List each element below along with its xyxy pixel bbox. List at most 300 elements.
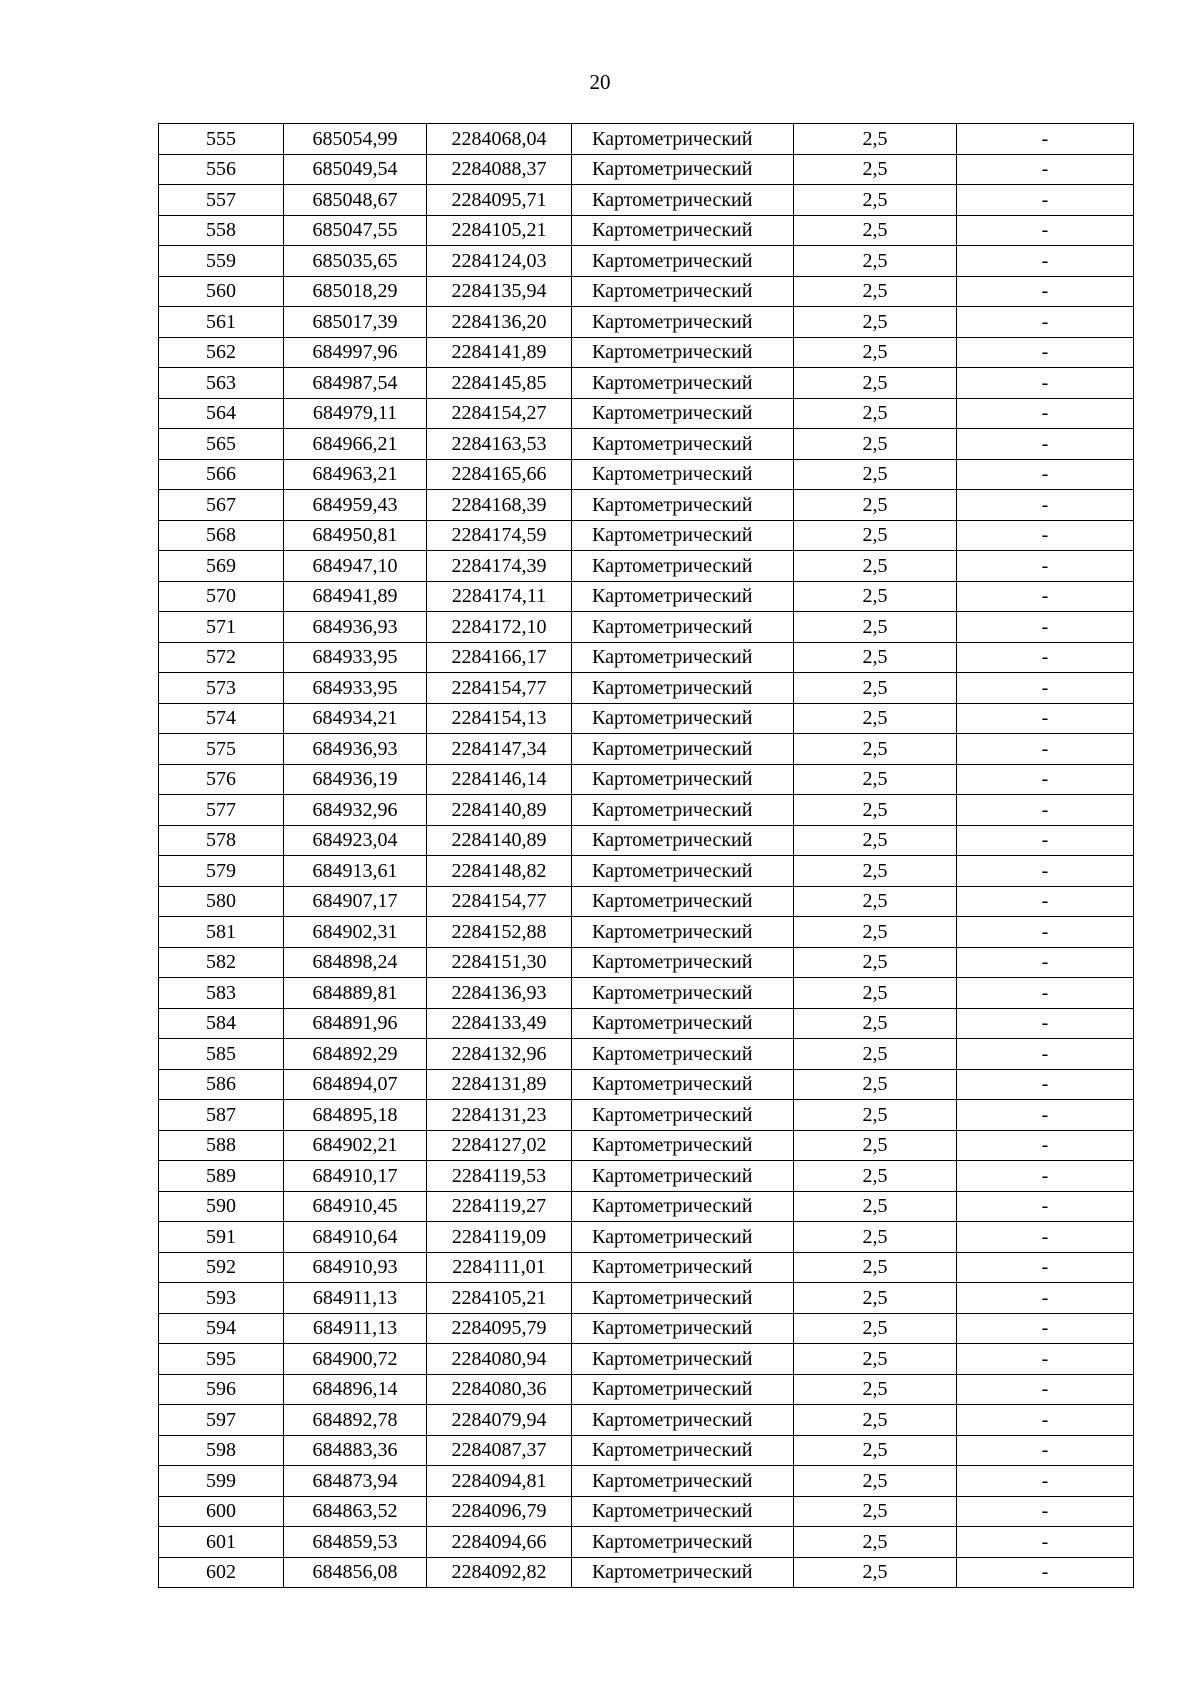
accuracy-cell: 2,5 [794,673,957,704]
point-number-cell: 567 [159,490,284,521]
method-cell: Картометрический [572,886,794,917]
accuracy-cell: 2,5 [794,856,957,887]
table-row [159,520,1134,551]
x-coordinate-cell: 684889,81 [284,978,427,1009]
table-row [159,673,1134,704]
table-row [159,1039,1134,1070]
note-cell: - [957,642,1134,673]
accuracy-cell: 2,5 [794,185,957,216]
method-cell: Картометрический [572,1405,794,1436]
table-row [159,1283,1134,1314]
x-coordinate-cell: 684950,81 [284,520,427,551]
y-coordinate-cell: 2284146,14 [427,764,572,795]
table-row [159,551,1134,582]
note-cell: - [957,307,1134,338]
table-row [159,154,1134,185]
table-row [159,917,1134,948]
table-row [159,764,1134,795]
point-number-cell: 587 [159,1100,284,1131]
table-row [159,459,1134,490]
method-cell: Картометрический [572,581,794,612]
point-number-cell: 566 [159,459,284,490]
note-cell: - [957,1496,1134,1527]
x-coordinate-cell: 684896,14 [284,1374,427,1405]
method-cell: Картометрический [572,764,794,795]
method-cell: Картометрический [572,1252,794,1283]
y-coordinate-cell: 2284080,94 [427,1344,572,1375]
x-coordinate-cell: 684933,95 [284,642,427,673]
note-cell: - [957,429,1134,460]
accuracy-cell: 2,5 [794,551,957,582]
accuracy-cell: 2,5 [794,246,957,277]
accuracy-cell: 2,5 [794,825,957,856]
note-cell: - [957,947,1134,978]
x-coordinate-cell: 684902,31 [284,917,427,948]
table-row [159,124,1134,155]
x-coordinate-cell: 684910,45 [284,1191,427,1222]
table-row [159,1100,1134,1131]
table-row [159,1527,1134,1558]
x-coordinate-cell: 684859,53 [284,1527,427,1558]
method-cell: Картометрический [572,1039,794,1070]
table-row [159,1161,1134,1192]
point-number-cell: 588 [159,1130,284,1161]
y-coordinate-cell: 2284105,21 [427,215,572,246]
method-cell: Картометрический [572,642,794,673]
note-cell: - [957,673,1134,704]
x-coordinate-cell: 684902,21 [284,1130,427,1161]
method-cell: Картометрический [572,185,794,216]
method-cell: Картометрический [572,368,794,399]
x-coordinate-cell: 684907,17 [284,886,427,917]
note-cell: - [957,1100,1134,1131]
accuracy-cell: 2,5 [794,1222,957,1253]
table-row [159,642,1134,673]
point-number-cell: 593 [159,1283,284,1314]
method-cell: Картометрический [572,1130,794,1161]
accuracy-cell: 2,5 [794,154,957,185]
note-cell: - [957,886,1134,917]
table-row [159,1374,1134,1405]
point-number-cell: 568 [159,520,284,551]
note-cell: - [957,917,1134,948]
x-coordinate-cell: 685035,65 [284,246,427,277]
table-row [159,856,1134,887]
coordinates-table-body [159,124,1134,1588]
point-number-cell: 583 [159,978,284,1009]
x-coordinate-cell: 684895,18 [284,1100,427,1131]
point-number-cell: 590 [159,1191,284,1222]
method-cell: Картометрический [572,1191,794,1222]
accuracy-cell: 2,5 [794,917,957,948]
accuracy-cell: 2,5 [794,1466,957,1497]
point-number-cell: 580 [159,886,284,917]
method-cell: Картометрический [572,215,794,246]
table-row [159,1557,1134,1588]
y-coordinate-cell: 2284174,11 [427,581,572,612]
x-coordinate-cell: 684910,64 [284,1222,427,1253]
point-number-cell: 579 [159,856,284,887]
point-number-cell: 557 [159,185,284,216]
point-number-cell: 574 [159,703,284,734]
y-coordinate-cell: 2284096,79 [427,1496,572,1527]
table-row [159,368,1134,399]
method-cell: Картометрический [572,825,794,856]
y-coordinate-cell: 2284145,85 [427,368,572,399]
accuracy-cell: 2,5 [794,124,957,155]
point-number-cell: 601 [159,1527,284,1558]
method-cell: Картометрический [572,1374,794,1405]
method-cell: Картометрический [572,795,794,826]
table-row [159,1008,1134,1039]
accuracy-cell: 2,5 [794,1069,957,1100]
x-coordinate-cell: 684911,13 [284,1283,427,1314]
note-cell: - [957,246,1134,277]
y-coordinate-cell: 2284154,77 [427,673,572,704]
table-row [159,1252,1134,1283]
table-row [159,185,1134,216]
accuracy-cell: 2,5 [794,1344,957,1375]
method-cell: Картометрический [572,1008,794,1039]
y-coordinate-cell: 2284095,71 [427,185,572,216]
x-coordinate-cell: 684892,29 [284,1039,427,1070]
point-number-cell: 596 [159,1374,284,1405]
x-coordinate-cell: 684934,21 [284,703,427,734]
method-cell: Картометрический [572,246,794,277]
point-number-cell: 555 [159,124,284,155]
point-number-cell: 594 [159,1313,284,1344]
y-coordinate-cell: 2284133,49 [427,1008,572,1039]
accuracy-cell: 2,5 [794,703,957,734]
accuracy-cell: 2,5 [794,1527,957,1558]
method-cell: Картометрический [572,1283,794,1314]
point-number-cell: 589 [159,1161,284,1192]
y-coordinate-cell: 2284094,81 [427,1466,572,1497]
method-cell: Картометрический [572,703,794,734]
y-coordinate-cell: 2284135,94 [427,276,572,307]
note-cell: - [957,612,1134,643]
note-cell: - [957,1435,1134,1466]
x-coordinate-cell: 684873,94 [284,1466,427,1497]
point-number-cell: 584 [159,1008,284,1039]
accuracy-cell: 2,5 [794,1374,957,1405]
table-row [159,337,1134,368]
method-cell: Картометрический [572,673,794,704]
y-coordinate-cell: 2284136,20 [427,307,572,338]
accuracy-cell: 2,5 [794,1100,957,1131]
y-coordinate-cell: 2284172,10 [427,612,572,643]
x-coordinate-cell: 685017,39 [284,307,427,338]
method-cell: Картометрический [572,1496,794,1527]
method-cell: Картометрический [572,337,794,368]
point-number-cell: 577 [159,795,284,826]
table-row [159,1435,1134,1466]
note-cell: - [957,1191,1134,1222]
accuracy-cell: 2,5 [794,642,957,673]
accuracy-cell: 2,5 [794,1130,957,1161]
accuracy-cell: 2,5 [794,764,957,795]
x-coordinate-cell: 685054,99 [284,124,427,155]
y-coordinate-cell: 2284080,36 [427,1374,572,1405]
point-number-cell: 563 [159,368,284,399]
y-coordinate-cell: 2284151,30 [427,947,572,978]
y-coordinate-cell: 2284136,93 [427,978,572,1009]
y-coordinate-cell: 2284132,96 [427,1039,572,1070]
page-number: 20 [589,70,611,94]
accuracy-cell: 2,5 [794,459,957,490]
accuracy-cell: 2,5 [794,1008,957,1039]
accuracy-cell: 2,5 [794,978,957,1009]
x-coordinate-cell: 684979,11 [284,398,427,429]
table-row [159,978,1134,1009]
method-cell: Картометрический [572,551,794,582]
table-row [159,246,1134,277]
note-cell: - [957,1130,1134,1161]
y-coordinate-cell: 2284165,66 [427,459,572,490]
accuracy-cell: 2,5 [794,215,957,246]
method-cell: Картометрический [572,1069,794,1100]
table-row [159,734,1134,765]
note-cell: - [957,1069,1134,1100]
accuracy-cell: 2,5 [794,612,957,643]
accuracy-cell: 2,5 [794,1191,957,1222]
coordinates-table [158,123,1134,1588]
accuracy-cell: 2,5 [794,307,957,338]
point-number-cell: 569 [159,551,284,582]
accuracy-cell: 2,5 [794,429,957,460]
table-row [159,1069,1134,1100]
y-coordinate-cell: 2284141,89 [427,337,572,368]
point-number-cell: 602 [159,1557,284,1588]
accuracy-cell: 2,5 [794,1283,957,1314]
method-cell: Картометрический [572,978,794,1009]
point-number-cell: 573 [159,673,284,704]
method-cell: Картометрический [572,124,794,155]
y-coordinate-cell: 2284094,66 [427,1527,572,1558]
y-coordinate-cell: 2284079,94 [427,1405,572,1436]
point-number-cell: 591 [159,1222,284,1253]
note-cell: - [957,1161,1134,1192]
x-coordinate-cell: 684900,72 [284,1344,427,1375]
note-cell: - [957,978,1134,1009]
note-cell: - [957,124,1134,155]
method-cell: Картометрический [572,1222,794,1253]
method-cell: Картометрический [572,398,794,429]
accuracy-cell: 2,5 [794,1496,957,1527]
accuracy-cell: 2,5 [794,795,957,826]
table-row [159,1130,1134,1161]
x-coordinate-cell: 684947,10 [284,551,427,582]
y-coordinate-cell: 2284068,04 [427,124,572,155]
accuracy-cell: 2,5 [794,398,957,429]
point-number-cell: 558 [159,215,284,246]
note-cell: - [957,795,1134,826]
method-cell: Картометрический [572,612,794,643]
y-coordinate-cell: 2284163,53 [427,429,572,460]
point-number-cell: 582 [159,947,284,978]
y-coordinate-cell: 2284152,88 [427,917,572,948]
method-cell: Картометрический [572,490,794,521]
note-cell: - [957,825,1134,856]
table-row [159,307,1134,338]
accuracy-cell: 2,5 [794,1435,957,1466]
note-cell: - [957,185,1134,216]
method-cell: Картометрический [572,856,794,887]
table-row [159,886,1134,917]
x-coordinate-cell: 684894,07 [284,1069,427,1100]
accuracy-cell: 2,5 [794,1039,957,1070]
x-coordinate-cell: 684892,78 [284,1405,427,1436]
x-coordinate-cell: 685049,54 [284,154,427,185]
y-coordinate-cell: 2284154,13 [427,703,572,734]
y-coordinate-cell: 2284119,09 [427,1222,572,1253]
point-number-cell: 585 [159,1039,284,1070]
point-number-cell: 572 [159,642,284,673]
point-number-cell: 598 [159,1435,284,1466]
accuracy-cell: 2,5 [794,734,957,765]
point-number-cell: 599 [159,1466,284,1497]
y-coordinate-cell: 2284140,89 [427,825,572,856]
accuracy-cell: 2,5 [794,276,957,307]
table-row [159,1313,1134,1344]
note-cell: - [957,154,1134,185]
method-cell: Картометрический [572,276,794,307]
note-cell: - [957,551,1134,582]
point-number-cell: 556 [159,154,284,185]
y-coordinate-cell: 2284166,17 [427,642,572,673]
accuracy-cell: 2,5 [794,490,957,521]
table-row [159,703,1134,734]
method-cell: Картометрический [572,1344,794,1375]
table-row [159,1405,1134,1436]
point-number-cell: 595 [159,1344,284,1375]
x-coordinate-cell: 684936,19 [284,764,427,795]
method-cell: Картометрический [572,917,794,948]
accuracy-cell: 2,5 [794,337,957,368]
x-coordinate-cell: 685047,55 [284,215,427,246]
table-row [159,1344,1134,1375]
x-coordinate-cell: 684936,93 [284,612,427,643]
table-row [159,947,1134,978]
method-cell: Картометрический [572,1557,794,1588]
y-coordinate-cell: 2284154,77 [427,886,572,917]
x-coordinate-cell: 685018,29 [284,276,427,307]
table-row [159,490,1134,521]
accuracy-cell: 2,5 [794,1405,957,1436]
note-cell: - [957,581,1134,612]
x-coordinate-cell: 684923,04 [284,825,427,856]
note-cell: - [957,398,1134,429]
y-coordinate-cell: 2284092,82 [427,1557,572,1588]
note-cell: - [957,703,1134,734]
y-coordinate-cell: 2284105,21 [427,1283,572,1314]
y-coordinate-cell: 2284140,89 [427,795,572,826]
accuracy-cell: 2,5 [794,886,957,917]
x-coordinate-cell: 685048,67 [284,185,427,216]
y-coordinate-cell: 2284124,03 [427,246,572,277]
table-row [159,398,1134,429]
y-coordinate-cell: 2284174,59 [427,520,572,551]
table-row [159,1222,1134,1253]
accuracy-cell: 2,5 [794,581,957,612]
point-number-cell: 576 [159,764,284,795]
x-coordinate-cell: 684898,24 [284,947,427,978]
table-row [159,612,1134,643]
table-row [159,581,1134,612]
point-number-cell: 600 [159,1496,284,1527]
x-coordinate-cell: 684891,96 [284,1008,427,1039]
y-coordinate-cell: 2284095,79 [427,1313,572,1344]
y-coordinate-cell: 2284148,82 [427,856,572,887]
y-coordinate-cell: 2284111,01 [427,1252,572,1283]
y-coordinate-cell: 2284088,37 [427,154,572,185]
method-cell: Картометрический [572,154,794,185]
accuracy-cell: 2,5 [794,368,957,399]
x-coordinate-cell: 684959,43 [284,490,427,521]
point-number-cell: 592 [159,1252,284,1283]
point-number-cell: 564 [159,398,284,429]
y-coordinate-cell: 2284174,39 [427,551,572,582]
note-cell: - [957,1313,1134,1344]
note-cell: - [957,1222,1134,1253]
x-coordinate-cell: 684941,89 [284,581,427,612]
note-cell: - [957,734,1134,765]
method-cell: Картометрический [572,1435,794,1466]
point-number-cell: 570 [159,581,284,612]
accuracy-cell: 2,5 [794,1252,957,1283]
y-coordinate-cell: 2284087,37 [427,1435,572,1466]
y-coordinate-cell: 2284168,39 [427,490,572,521]
point-number-cell: 575 [159,734,284,765]
x-coordinate-cell: 684910,17 [284,1161,427,1192]
table-row [159,1191,1134,1222]
method-cell: Картометрический [572,1527,794,1558]
note-cell: - [957,856,1134,887]
note-cell: - [957,1008,1134,1039]
x-coordinate-cell: 684910,93 [284,1252,427,1283]
x-coordinate-cell: 684933,95 [284,673,427,704]
point-number-cell: 581 [159,917,284,948]
note-cell: - [957,1344,1134,1375]
table-row [159,1466,1134,1497]
accuracy-cell: 2,5 [794,947,957,978]
x-coordinate-cell: 684863,52 [284,1496,427,1527]
x-coordinate-cell: 684913,61 [284,856,427,887]
x-coordinate-cell: 684987,54 [284,368,427,399]
table-row [159,276,1134,307]
accuracy-cell: 2,5 [794,1161,957,1192]
note-cell: - [957,1374,1134,1405]
method-cell: Картометрический [572,947,794,978]
method-cell: Картометрический [572,734,794,765]
accuracy-cell: 2,5 [794,1557,957,1588]
note-cell: - [957,1466,1134,1497]
method-cell: Картометрический [572,429,794,460]
method-cell: Картометрический [572,1313,794,1344]
note-cell: - [957,1039,1134,1070]
accuracy-cell: 2,5 [794,1313,957,1344]
x-coordinate-cell: 684911,13 [284,1313,427,1344]
accuracy-cell: 2,5 [794,520,957,551]
method-cell: Картометрический [572,459,794,490]
method-cell: Картометрический [572,1161,794,1192]
x-coordinate-cell: 684936,93 [284,734,427,765]
point-number-cell: 597 [159,1405,284,1436]
point-number-cell: 562 [159,337,284,368]
note-cell: - [957,1405,1134,1436]
x-coordinate-cell: 684883,36 [284,1435,427,1466]
note-cell: - [957,459,1134,490]
